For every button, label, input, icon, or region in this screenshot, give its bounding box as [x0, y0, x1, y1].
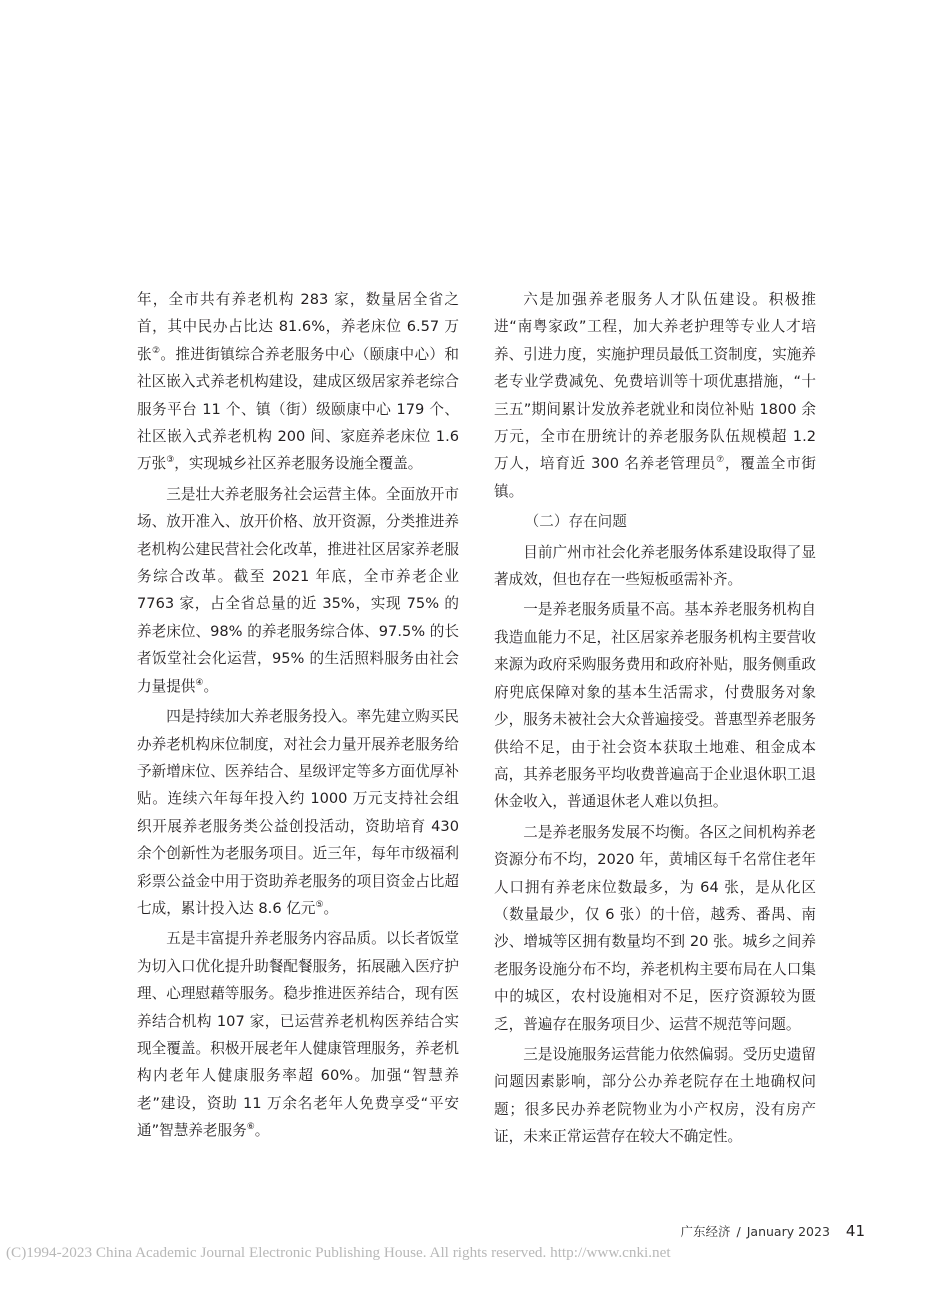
footnote-marker[interactable]: ⑥ [246, 1122, 255, 1133]
paragraph-quality-problem: 一是养老服务质量不高。基本养老服务机构自我造血能力不足，社区居家养老服务机构主要营收来源为政府采购服务费用和政府补贴，服务侧重政府兜底保障对象的基本生活需求，付费服务对象少，服务未被社会大众普遍接受。普惠型养老服务供给不足，由于社会资本获取土地难、租金成本高，其养老服务平均收费普遍高于企业退休职工退休金收入，普通退休老人难以负担。 [494, 601, 816, 811]
issue-date: January 2023 [746, 1224, 830, 1239]
footnote-marker[interactable]: ⑦ [716, 455, 725, 466]
paragraph-facilities: 年，全市共有养老机构 283 家，数量居全省之首，其中民办占比达 81.6%，养老床位 6.57 万张②。推进街镇综合养老服务中心（颐康中心）和社区嵌入式养老机构建设，建成区级居家养老综合服务平台 11 个、镇（街）级颐康中心 179 个、社区嵌入式养老机构 200 间、家庭养老床位 1.6 万张③，实现城乡社区养老服务设施全覆盖。 [137, 291, 459, 473]
paragraph-operating-entities: 三是壮大养老服务社会运营主体。全面放开市场、放开准入、放开价格、放开资源，分类推进养老机构公建民营社会化改革，推进社区居家养老服务综合改革。截至 2021 年底，全市养老企业 7763 家，占全省总量的近 35%，实现 75% 的养老床位、98% 的养老服务综合体、97.5% 的长者饭堂社会化运营，95% 的生活照料服务由社会力量提供④。 [137, 485, 459, 695]
footnote-marker[interactable]: ④ [195, 677, 204, 688]
paragraph-problems-intro: 目前广州市社会化养老服务体系建设取得了显著成效，但也存在一些短板亟需补齐。 [494, 543, 816, 589]
paragraph-talent: 六是加强养老服务人才队伍建设。积极推进“南粤家政”工程，加大养老护理等专业人才培养、引进力度，实施护理员最低工资制度，实施养老专业学费减免、免费培训等十项优惠措施，“十三五”期间累计发放养老就业和岗位补贴 1800 余万元，全市在册统计的养老服务队伍规模超 1.2 万人，培育近 300 名养老管理员⑦，覆盖全市街镇。 [494, 291, 816, 500]
paragraph-investment: 四是持续加大养老服务投入。率先建立购买民办养老机构床位制度，对社会力量开展养老服务给予新增床位、医养结合、星级评定等多方面优厚补贴。连续六年每年投入约 1000 万元支持社会组织开展养老服务类公益创投活动，资助培育 430 余个创新性为老服务项目。近三年，每年市级福利彩票公益金中用于资助养老服务的项目资金占比超七成，累计投入达 8.6 亿元⑤。 [137, 708, 459, 917]
footer-separator: / [736, 1224, 741, 1239]
page-footer [680, 1222, 865, 1240]
paragraph-service-quality: 五是丰富提升养老服务内容品质。以长者饭堂为切入口优化提升助餐配餐服务，拓展融入医疗护理、心理慰藉等服务。稳步推进医养结合，现有医养结合机构 107 家，已运营养老机构医养结合实现全覆盖。积极开展老年人健康管理服务，养老机构内老年人健康服务率超 60%。加强“智慧养老”建设，资助 11 万余名老年人免费享受“平安通”智慧养老服务⑥。 [137, 930, 459, 1140]
section-subheading: （二）存在问题 [524, 513, 627, 531]
left-column [137, 286, 459, 1148]
footnote-marker[interactable]: ③ [166, 455, 175, 466]
journal-name: 广东经济 [680, 1224, 731, 1239]
paragraph-operation-problem: 三是设施服务运营能力依然偏弱。受历史遗留问题因素影响，部分公办养老院存在土地确权问题；很多民办养老院物业为小产权房，没有房产证，未来正常运营存在较大不确定性。 [494, 1045, 816, 1146]
page-number: 41 [845, 1222, 865, 1240]
right-column [494, 286, 816, 1154]
copyright-watermark: (C)1994-2023 China Academic Journal Electronic Publishing House. All rights reserved. http://www.cnki.net [6, 1244, 671, 1261]
footnote-marker[interactable]: ② [151, 345, 161, 356]
footnote-marker[interactable]: ⑤ [315, 900, 324, 911]
paragraph-imbalance-problem: 二是养老服务发展不均衡。各区之间机构养老资源分布不均，2020 年，黄埔区每千名常住老年人口拥有养老床位数最多，为 64 张，是从化区（数量最少，仅 6 张）的十倍，越秀、番禺、南沙、增城等区拥有数量均不到 20 张。城乡之间养老服务设施分布不均，养老机构主要布局在人口集中的城区，农村设施相对不足，医疗资源较为匮乏，普遍存在服务项目少、运营不规范等问题。 [494, 823, 816, 1033]
